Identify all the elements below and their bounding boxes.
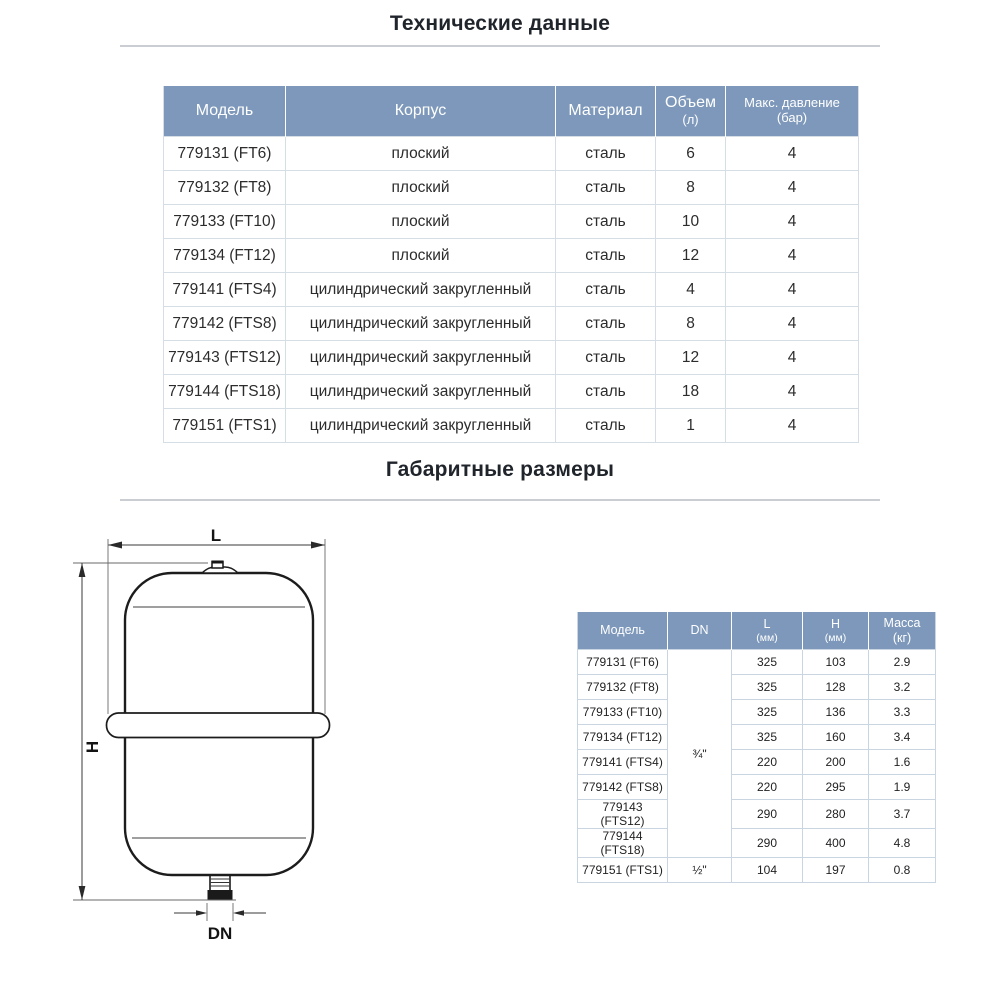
l-dimension-label: L [210, 526, 222, 545]
dimensions-table-header-row [578, 612, 936, 650]
cell-material: сталь [556, 171, 656, 205]
cell-h: 160 [803, 725, 869, 750]
tech-table-row [164, 409, 859, 443]
cell-material: сталь [556, 273, 656, 307]
divider-technical [120, 45, 880, 47]
cell-model: 779131 (FT6) [578, 650, 668, 675]
dims-header-h-top: H [830, 617, 841, 632]
cell-pressure: 4 [726, 375, 859, 409]
cell-volume: 10 [656, 205, 726, 239]
cell-body: плоский [286, 137, 556, 171]
divider-dimensions [120, 499, 880, 501]
dn-arrow-right [233, 910, 244, 916]
h-arrow-top [79, 563, 86, 577]
cell-l: 220 [732, 775, 803, 800]
cell-material: сталь [556, 341, 656, 375]
cell-h: 128 [803, 675, 869, 700]
cell-material: сталь [556, 137, 656, 171]
cell-l: 290 [732, 800, 803, 829]
dims-table-row [578, 775, 936, 800]
tech-header-model: Модель [164, 86, 286, 137]
cell-h: 136 [803, 700, 869, 725]
dims-header-l-top: L [763, 617, 771, 632]
cell-pressure: 4 [726, 171, 859, 205]
cell-volume: 12 [656, 341, 726, 375]
cell-l: 290 [732, 829, 803, 858]
section-title-dimensions: Габаритные размеры [385, 458, 615, 481]
cell-model: 779134 (FT12) [164, 239, 286, 273]
cell-h: 400 [803, 829, 869, 858]
l-arrow-right [311, 542, 325, 549]
cell-pressure: 4 [726, 409, 859, 443]
cell-model: 779151 (FTS1) [578, 858, 668, 883]
tank-belt [107, 713, 330, 738]
cell-volume: 8 [656, 307, 726, 341]
cell-pressure: 4 [726, 205, 859, 239]
tech-table-row [164, 137, 859, 171]
cell-body: цилиндрический закругленный [286, 307, 556, 341]
cell-mass: 1.6 [869, 750, 936, 775]
tech-header-pressure [726, 86, 859, 137]
cell-volume: 1 [656, 409, 726, 443]
cell-body: цилиндрический закругленный [286, 409, 556, 443]
cell-volume: 18 [656, 375, 726, 409]
cell-model: 779133 (FT10) [578, 700, 668, 725]
tech-header-material: Материал [556, 86, 656, 137]
cell-model: 779132 (FT8) [164, 171, 286, 205]
cell-model: 779142 (FTS8) [164, 307, 286, 341]
dims-table-row [578, 700, 936, 725]
cell-material: сталь [556, 375, 656, 409]
cell-mass: 2.9 [869, 650, 936, 675]
cell-h: 295 [803, 775, 869, 800]
dims-header-l [732, 612, 803, 650]
tech-header-volume-unit: (л) [682, 111, 699, 127]
cell-pressure: 4 [726, 307, 859, 341]
dims-header-l-unit: (мм) [756, 631, 778, 644]
cell-model: 779151 (FTS1) [164, 409, 286, 443]
cell-model: 779141 (FTS4) [164, 273, 286, 307]
cell-h: 197 [803, 858, 869, 883]
dims-header-mass: Масса (кг) [869, 612, 936, 650]
dims-header-dn: DN [668, 612, 732, 650]
tech-header-body: Корпус [286, 86, 556, 137]
tech-header-pressure-unit: (бар) [776, 110, 808, 125]
cell-body: цилиндрический закругленный [286, 273, 556, 307]
cell-volume: 8 [656, 171, 726, 205]
dims-table-row [578, 750, 936, 775]
cell-l: 104 [732, 858, 803, 883]
cell-body: плоский [286, 171, 556, 205]
cell-l: 220 [732, 750, 803, 775]
cell-body: плоский [286, 239, 556, 273]
cell-body: цилиндрический закругленный [286, 375, 556, 409]
dims-table-row [578, 725, 936, 750]
cell-model: 779131 (FT6) [164, 137, 286, 171]
l-arrow-left [108, 542, 122, 549]
cell-model: 779144 (FTS18) [578, 829, 668, 858]
h-dimension-label: H [83, 740, 102, 754]
cell-l: 325 [732, 675, 803, 700]
cell-model: 779143 (FTS12) [164, 341, 286, 375]
cell-pressure: 4 [726, 137, 859, 171]
cell-l: 325 [732, 700, 803, 725]
tech-table-row [164, 307, 859, 341]
cell-material: сталь [556, 409, 656, 443]
technical-data-table [163, 86, 859, 443]
tech-header-pressure-top: Макс. давление [744, 95, 840, 111]
dims-table-row [578, 650, 936, 675]
cell-model: 779141 (FTS4) [578, 750, 668, 775]
cell-pressure: 4 [726, 341, 859, 375]
cell-l: 325 [732, 725, 803, 750]
cell-material: сталь [556, 307, 656, 341]
cell-material: сталь [556, 205, 656, 239]
cell-volume: 4 [656, 273, 726, 307]
dims-header-h [803, 612, 869, 650]
dims-header-model: Модель [578, 612, 668, 650]
cell-body: цилиндрический закругленный [286, 341, 556, 375]
cell-h: 103 [803, 650, 869, 675]
tank-dimension-drawing [60, 515, 360, 960]
cell-mass: 0.8 [869, 858, 936, 883]
cell-mass: 3.3 [869, 700, 936, 725]
cell-model: 779143 (FTS12) [578, 800, 668, 829]
cell-material: сталь [556, 239, 656, 273]
cell-volume: 12 [656, 239, 726, 273]
nipple-band [208, 890, 233, 900]
cell-mass: 4.8 [869, 829, 936, 858]
cell-mass: 3.4 [869, 725, 936, 750]
cell-pressure: 4 [726, 239, 859, 273]
cell-dn: ½" [668, 858, 732, 883]
cell-h: 200 [803, 750, 869, 775]
dims-table-row [578, 829, 936, 858]
dims-table-row [578, 675, 936, 700]
cell-pressure: 4 [726, 273, 859, 307]
tech-table-row [164, 273, 859, 307]
cell-mass: 1.9 [869, 775, 936, 800]
dimensions-table [577, 612, 936, 883]
cell-mass: 3.7 [869, 800, 936, 829]
tech-header-volume-top: Объем [665, 94, 716, 112]
tech-header-volume [656, 86, 726, 137]
tech-table-row [164, 375, 859, 409]
valve-cap-top [212, 561, 224, 564]
technical-table-header-row [164, 86, 859, 137]
cell-mass: 3.2 [869, 675, 936, 700]
tech-table-row [164, 341, 859, 375]
dn-dimension-label: DN [207, 924, 233, 943]
section-title-technical: Технические данные [389, 12, 611, 35]
cell-model: 779142 (FTS8) [578, 775, 668, 800]
h-arrow-bottom [79, 886, 86, 900]
dn-arrow-left [196, 910, 207, 916]
cell-body: плоский [286, 205, 556, 239]
cell-model: 779132 (FT8) [578, 675, 668, 700]
tech-table-row [164, 239, 859, 273]
cell-l: 325 [732, 650, 803, 675]
dims-table-row [578, 858, 936, 883]
dims-header-h-unit: (мм) [824, 631, 847, 644]
cell-dn-merged: ¾" [668, 650, 732, 858]
cell-model: 779133 (FT10) [164, 205, 286, 239]
cell-h: 280 [803, 800, 869, 829]
cell-model: 779144 (FTS18) [164, 375, 286, 409]
cell-volume: 6 [656, 137, 726, 171]
tech-table-row [164, 171, 859, 205]
cell-model: 779134 (FT12) [578, 725, 668, 750]
tech-table-row [164, 205, 859, 239]
dims-table-row [578, 800, 936, 829]
